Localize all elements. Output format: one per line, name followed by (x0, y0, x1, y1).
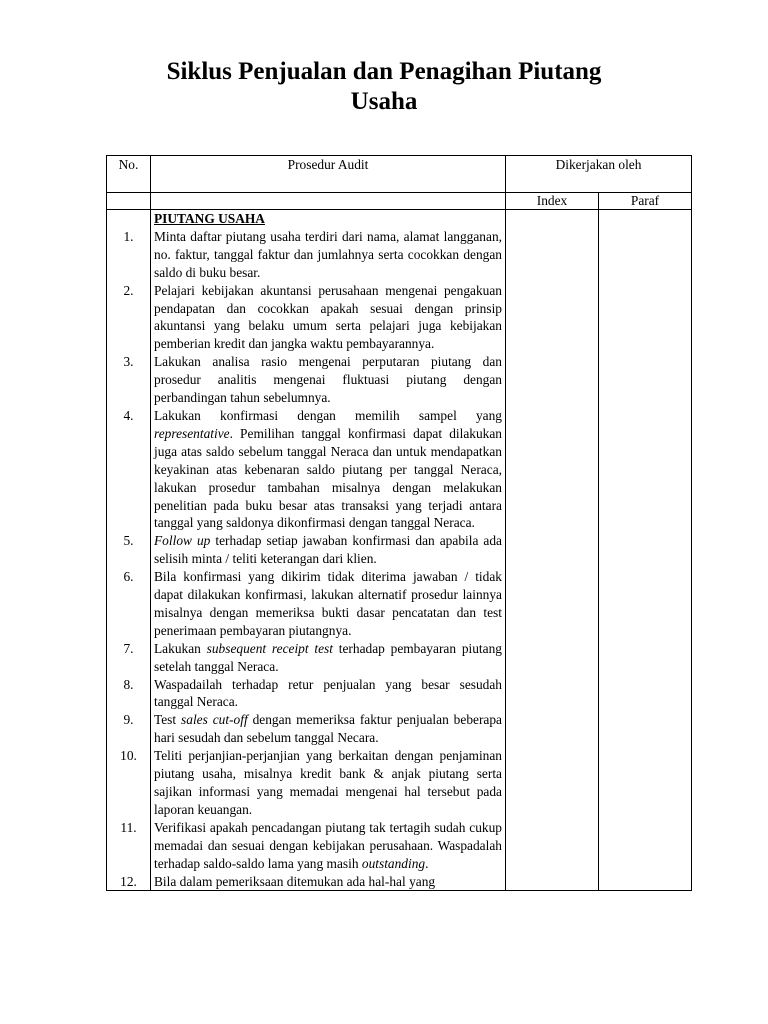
procedure-text: Waspadailah terhadap retur penjualan yang besar sesudah tanggal Neraca. (154, 676, 502, 710)
procedure-item (154, 228, 502, 282)
procedure-item (154, 711, 502, 747)
procedure-text: terhadap pembayaran piutang setelah tanggal Neraca. (154, 640, 502, 674)
procedure-column (151, 210, 506, 891)
procedure-number: 8. (123, 676, 134, 692)
header-procedure: Prosedur Audit (151, 156, 506, 193)
procedure-item (154, 532, 502, 568)
procedure-number: 3. (123, 354, 134, 370)
procedure-text: Lakukan (154, 640, 207, 656)
procedure-number: 12. (120, 873, 137, 889)
header-paraf: Paraf (599, 193, 692, 210)
subheader-empty-no (107, 193, 151, 210)
procedure-number: 7. (123, 640, 134, 656)
section-title: PIUTANG USAHA (154, 211, 265, 226)
audit-procedure-table (106, 155, 692, 891)
table-body-row (107, 210, 692, 891)
table-header-row (107, 156, 692, 193)
procedure-item (154, 353, 502, 407)
procedure-text-italic: representative (154, 425, 230, 441)
procedure-text: Lakukan konfirmasi dengan memilih sampel yang (154, 407, 502, 423)
procedure-item (154, 676, 502, 712)
number-column (107, 210, 151, 891)
header-done-by: Dikerjakan oleh (506, 156, 692, 193)
procedure-text: Minta daftar piutang usaha terdiri dari nama, alamat langganan, no. faktur, tanggal faktur dan jumlahnya serta cocokkan dengan saldo di buku besar. (154, 228, 502, 280)
procedure-item (154, 873, 502, 891)
procedure-number: 10. (120, 748, 137, 764)
procedure-item (154, 568, 502, 640)
procedure-number: 2. (123, 282, 134, 298)
page-title-line-1: Siklus Penjualan dan Penagihan Piutang (166, 58, 602, 85)
index-column (506, 210, 599, 891)
procedure-number: 5. (123, 533, 134, 549)
procedure-number: 11. (120, 819, 137, 835)
table-subheader-row (107, 193, 692, 210)
header-index: Index (506, 193, 599, 210)
procedure-item (154, 282, 502, 354)
subheader-empty-procedure (151, 193, 506, 210)
procedure-number: 1. (123, 228, 134, 244)
procedure-number: 9. (123, 712, 134, 728)
procedure-number: 4. (123, 407, 134, 423)
procedure-text: Bila konfirmasi yang dikirim tidak diterima jawaban / tidak dapat dilakukan konfirmasi, lakukan alternatif prosedur lainnya misalnya dengan memeriksa bukti dasar pencatatan dan test penerimaan pembayaran piutangnya. (154, 569, 502, 638)
procedure-item (154, 747, 502, 819)
procedure-text: . Pemilihan tanggal konfirmasi dapat dilakukan juga atas saldo sebelum tanggal Neraca dan untuk mendapatkan keyakinan atas kebenaran saldo piutang per tanggal Neraca, lakukan prosedur tambahan misalnya dengan melakukan penelitian pada buku besar atas transaksi yang terjadi antara tanggal yang saldonya dikonfirmasi dengan tanggal Neraca. (154, 425, 502, 531)
procedure-item (154, 640, 502, 676)
procedure-text: Bila dalam pemeriksaan ditemukan ada hal-hal yang (154, 873, 436, 889)
procedure-text: Teliti perjanjian-perjanjian yang berkaitan dengan penjaminan piutang usaha, misalnya kredit bank & anjak piutang serta sajikan informasi yang memadai mengenai hal tersebut pada laporan keuangan. (154, 748, 502, 817)
procedure-text: Test (154, 712, 182, 728)
page-title-line-2: Usaha (350, 88, 418, 115)
procedure-item (154, 819, 502, 873)
procedure-item (154, 407, 502, 532)
procedure-text-italic: sales cut-off (181, 712, 248, 728)
procedure-text: Pelajari kebijakan akuntansi perusahaan mengenai pengakuan pendapatan dan cocokkan apakah sesuai dengan prinsip akuntansi yang belaku umum serta pelajari juga kebijakan pemberian kredit dan jangka waktu pembayarannya. (154, 282, 502, 352)
procedure-text: Verifikasi apakah pencadangan piutang tak tertagih sudah cukup memadai dan sesuai dengan kebijakan perusahaan. Waspadalah terhadap saldo-saldo lama yang masih (154, 819, 502, 871)
procedure-text-italic: Follow up (154, 533, 211, 549)
procedure-text: Lakukan analisa rasio mengenai perputaran piutang dan prosedur analitis mengenai fluktuasi piutang dengan perbandingan tahun sebelumnya. (154, 354, 502, 406)
paraf-column (599, 210, 692, 891)
procedure-text-italic: outstanding (361, 855, 426, 871)
header-no: No. (107, 156, 151, 193)
page-title (0, 57, 768, 117)
procedure-text-italic: subsequent receipt test (206, 640, 333, 656)
procedure-text: dengan memeriksa faktur penjualan beberapa hari sesudah dan sebelum tanggal Necara. (154, 712, 502, 746)
section-number-spacer (110, 210, 147, 228)
procedure-text: . (425, 855, 429, 871)
procedure-text: terhadap setiap jawaban konfirmasi dan apabila ada selisih minta / teliti keterangan dari klien. (154, 533, 503, 567)
procedure-number: 6. (123, 569, 134, 585)
